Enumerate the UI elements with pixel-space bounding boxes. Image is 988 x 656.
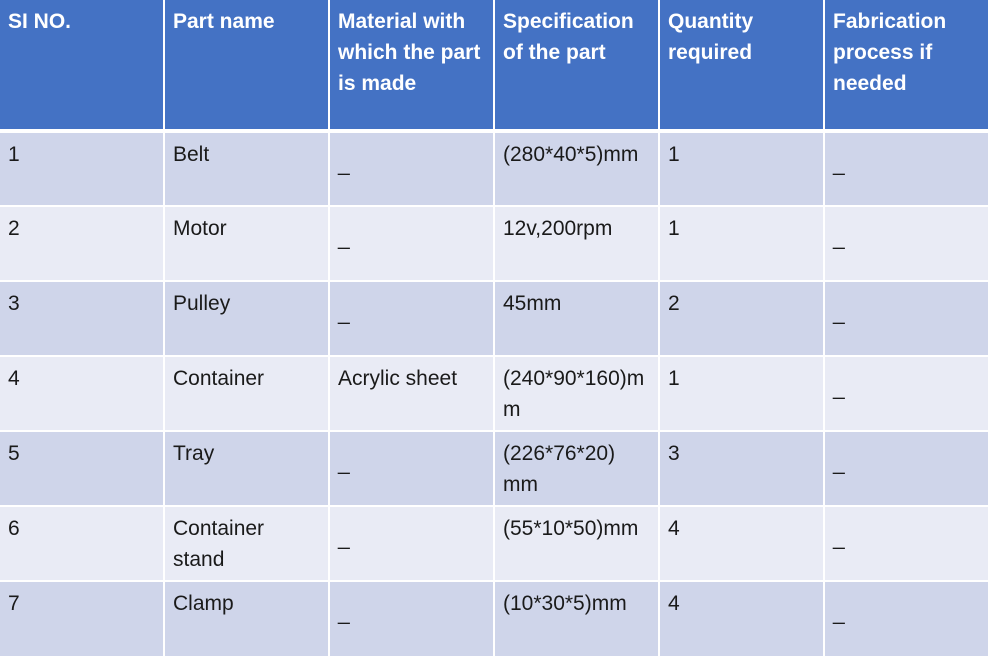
cell-fabrication-process: _ <box>824 581 988 656</box>
header-specification: Specification of the part <box>494 0 659 131</box>
cell-specification: 45mm <box>494 281 659 356</box>
cell-quantity: 1 <box>659 206 824 281</box>
cell-quantity: 3 <box>659 431 824 506</box>
table-row <box>0 356 988 431</box>
cell-quantity: 1 <box>659 356 824 431</box>
header-quantity: Quantity required <box>659 0 824 131</box>
table-row <box>0 131 988 206</box>
cell-fabrication-process: _ <box>824 356 988 431</box>
cell-specification: (55*10*50)mm <box>494 506 659 581</box>
cell-si-no: 3 <box>0 281 164 356</box>
cell-fabrication-process: _ <box>824 506 988 581</box>
header-part-name: Part name <box>164 0 329 131</box>
cell-si-no: 4 <box>0 356 164 431</box>
cell-si-no: 6 <box>0 506 164 581</box>
cell-specification: (10*30*5)mm <box>494 581 659 656</box>
cell-part-name: Container stand <box>164 506 329 581</box>
cell-specification: 12v,200rpm <box>494 206 659 281</box>
table-row <box>0 206 988 281</box>
cell-quantity: 4 <box>659 581 824 656</box>
table-row <box>0 506 988 581</box>
cell-fabrication-process: _ <box>824 281 988 356</box>
cell-fabrication-process: _ <box>824 206 988 281</box>
table-row <box>0 581 988 656</box>
cell-part-name: Tray <box>164 431 329 506</box>
header-fabrication-process: Fabrication process if needed <box>824 0 988 131</box>
cell-material: _ <box>329 431 494 506</box>
cell-specification: (280*40*5)mm <box>494 131 659 206</box>
cell-specification: (240*90*160)mm <box>494 356 659 431</box>
cell-fabrication-process: _ <box>824 431 988 506</box>
cell-material: _ <box>329 281 494 356</box>
header-si-no: SI NO. <box>0 0 164 131</box>
cell-part-name: Container <box>164 356 329 431</box>
cell-quantity: 4 <box>659 506 824 581</box>
cell-part-name: Belt <box>164 131 329 206</box>
cell-quantity: 1 <box>659 131 824 206</box>
cell-part-name: Motor <box>164 206 329 281</box>
cell-material: _ <box>329 581 494 656</box>
cell-specification: (226*76*20) mm <box>494 431 659 506</box>
cell-si-no: 2 <box>0 206 164 281</box>
table-row <box>0 431 988 506</box>
header-material: Material with which the part is made <box>329 0 494 131</box>
cell-part-name: Clamp <box>164 581 329 656</box>
cell-material: _ <box>329 506 494 581</box>
cell-material: _ <box>329 206 494 281</box>
cell-si-no: 5 <box>0 431 164 506</box>
table-row <box>0 281 988 356</box>
header-row <box>0 0 988 131</box>
cell-fabrication-process: _ <box>824 131 988 206</box>
cell-material: Acrylic sheet <box>329 356 494 431</box>
cell-material: _ <box>329 131 494 206</box>
table-body <box>0 131 988 656</box>
cell-quantity: 2 <box>659 281 824 356</box>
cell-si-no: 7 <box>0 581 164 656</box>
cell-part-name: Pulley <box>164 281 329 356</box>
cell-si-no: 1 <box>0 131 164 206</box>
table-header <box>0 0 988 131</box>
